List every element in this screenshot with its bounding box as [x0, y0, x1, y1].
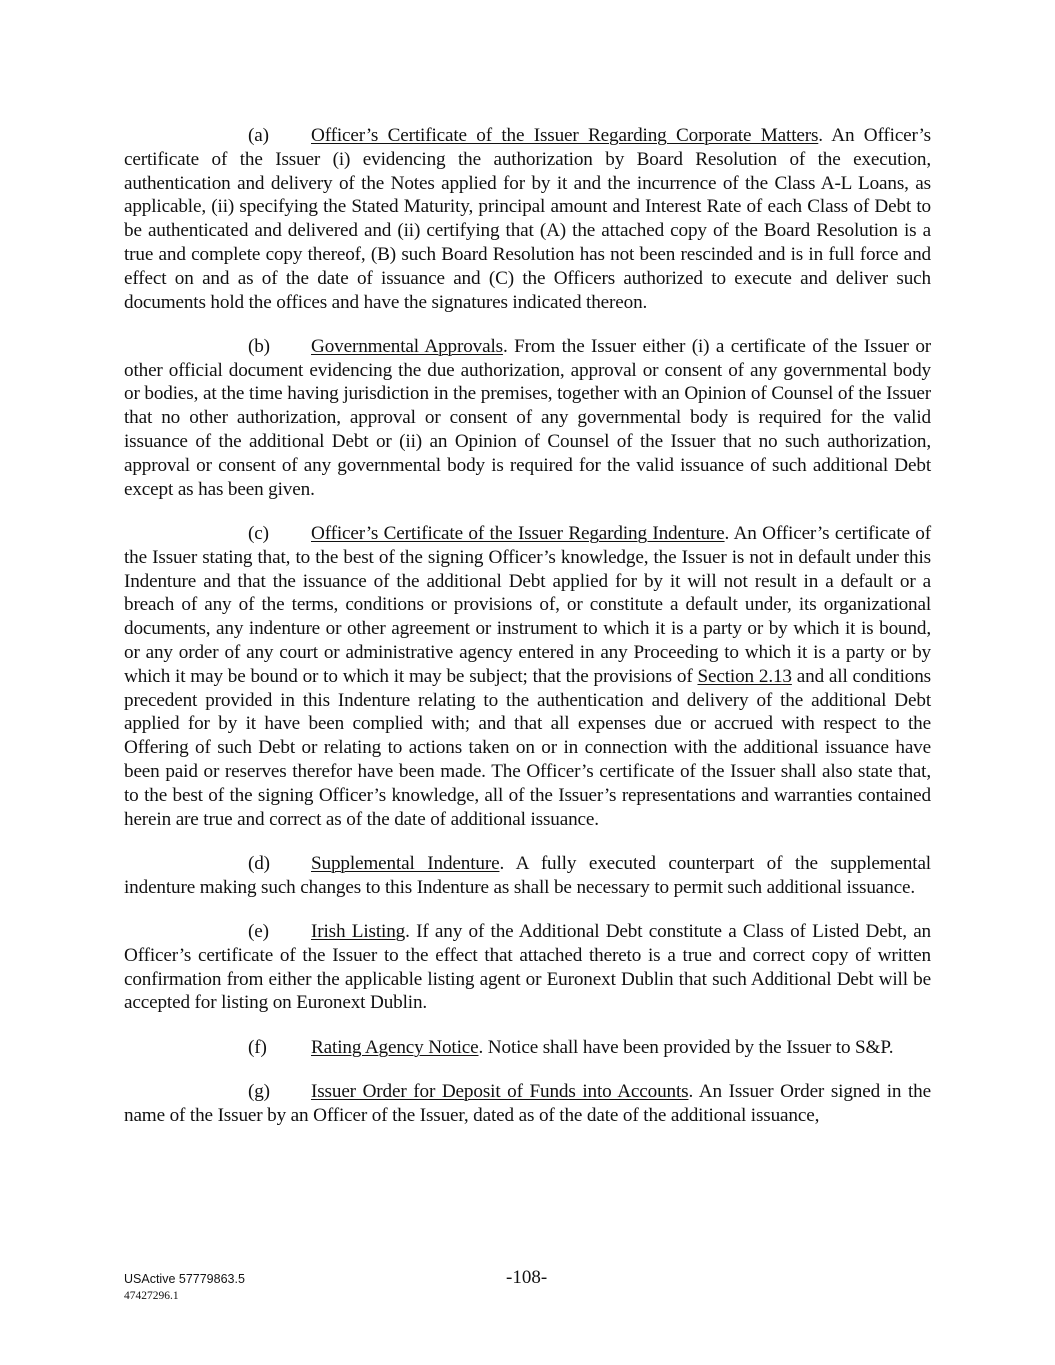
paragraph-heading: Officer’s Certificate of the Issuer Regarding Indenture — [311, 522, 725, 544]
paragraph-marker: (c) — [248, 522, 269, 544]
paragraph-body: . An Officer’s certificate of the Issuer (i) evidencing the authorization by Board Resolution of the execution, authentication and delivery of the Notes applied for by it and the incurrence of the Class A-L Loans, as applicable, (ii) specifying the Stated Maturity, principal amount and Interest Rate of each Class of Debt to be authenticated and delivered and (ii) certifying that (A) the attached copy of the Board Resolution is a true and complete copy thereof, (B) such Board Resolution has not been rescinded and is in full force and effect on and as of the date of issuance and (C) the Officers authorized to execute and deliver such documents hold the offices and have the signatures indicated thereon. — [124, 125, 931, 313]
document-id: USActive 57779863.5 — [124, 1272, 245, 1286]
paragraph-a — [124, 124, 931, 314]
paragraph-marker: (f) — [248, 1036, 267, 1058]
paragraph-marker: (d) — [248, 852, 270, 874]
paragraph-marker: (e) — [248, 920, 269, 942]
document-id-secondary: 47427296.1 — [124, 1290, 179, 1302]
paragraph-heading: Supplemental Indenture — [311, 852, 500, 874]
paragraph-body: . Notice shall have been provided by the Issuer to S&P. — [478, 1036, 894, 1058]
section-cross-reference: Section 2.13 — [697, 665, 792, 687]
paragraph-marker: (b) — [248, 335, 270, 357]
paragraph-heading: Governmental Approvals — [311, 335, 503, 357]
paragraph-g — [124, 1080, 931, 1128]
paragraph-marker: (g) — [248, 1080, 270, 1102]
paragraph-f — [124, 1036, 931, 1060]
paragraph-heading: Irish Listing — [311, 920, 406, 942]
paragraph-heading: Officer’s Certificate of the Issuer Regarding Corporate Matters — [311, 125, 819, 146]
paragraph-e — [124, 920, 931, 1015]
paragraph-body: . A fully executed counterpart of the supplemental indenture making such changes to this Indenture as shall be necessary to permit such additional issuance. — [124, 852, 931, 898]
document-page — [124, 124, 931, 1148]
paragraph-heading: Rating Agency Notice — [311, 1036, 479, 1058]
paragraph-body: . From the Issuer either (i) a certificate of the Issuer or other official document evidencing the due authorization, approval or consent of any governmental body or bodies, at the time having jurisdiction in the premises, together with an Opinion of Counsel of the Issuer that no other authorization, approval or consent of any governmental body is required for the valid issuance of the additional Debt or (ii) an Opinion of Counsel of the Issuer that no such authorization, approval or consent of any governmental body is required for the valid issuance of such additional Debt except as has been given. — [124, 335, 931, 500]
paragraph-body: . If any of the Additional Debt constitute a Class of Listed Debt, an Officer’s certificate of the Issuer to the effect that attached thereto is a true and correct copy of written confirmation from either the applicable listing agent or Euronext Dublin that such Additional Debt will be accepted for listing on Euronext Dublin. — [124, 920, 932, 1014]
paragraph-d — [124, 852, 931, 900]
paragraph-body: . An Officer’s certificate of the Issuer stating that, to the best of the signing Officer’s knowledge, the Issuer is not in default under this Indenture and that the issuance of the additional Debt applied for by it will not result in a default or a breach of any of the terms, conditions or provisions of, or constitute a default under, its organizational documents, any indenture or other agreement or instrument to which it is a party or by which it is bound, or any order of any court or administrative agency entered in any Proceeding to which it is a party or by which it may be bound or to which it may be subject; that the provisions of — [124, 522, 931, 687]
paragraph-heading: Issuer Order for Deposit of Funds into Accounts — [311, 1080, 689, 1102]
paragraph-marker: (a) — [248, 125, 269, 146]
paragraph-b — [124, 335, 931, 502]
paragraph-body-continued: and all conditions precedent provided in this Indenture relating to the authentication and delivery of the additional Debt applied for by it have been complied with; and that all expenses due or accrued with respect to the Offering of such Debt or relating to actions taken on or in connection with the additional issuance have been paid or reserves therefor have been made. The Officer’s certificate of the Issuer shall also state that, to the best of the signing Officer’s knowledge, all of the Issuer’s representations and warranties contained herein are true and correct as of the date of additional issuance. — [124, 665, 931, 830]
paragraph-c — [124, 522, 931, 831]
page-number: -108- — [506, 1267, 548, 1288]
paragraph-body: . An Issuer Order signed in the name of the Issuer by an Officer of the Issuer, dated as of the date of the additional issuance, — [124, 1080, 931, 1126]
